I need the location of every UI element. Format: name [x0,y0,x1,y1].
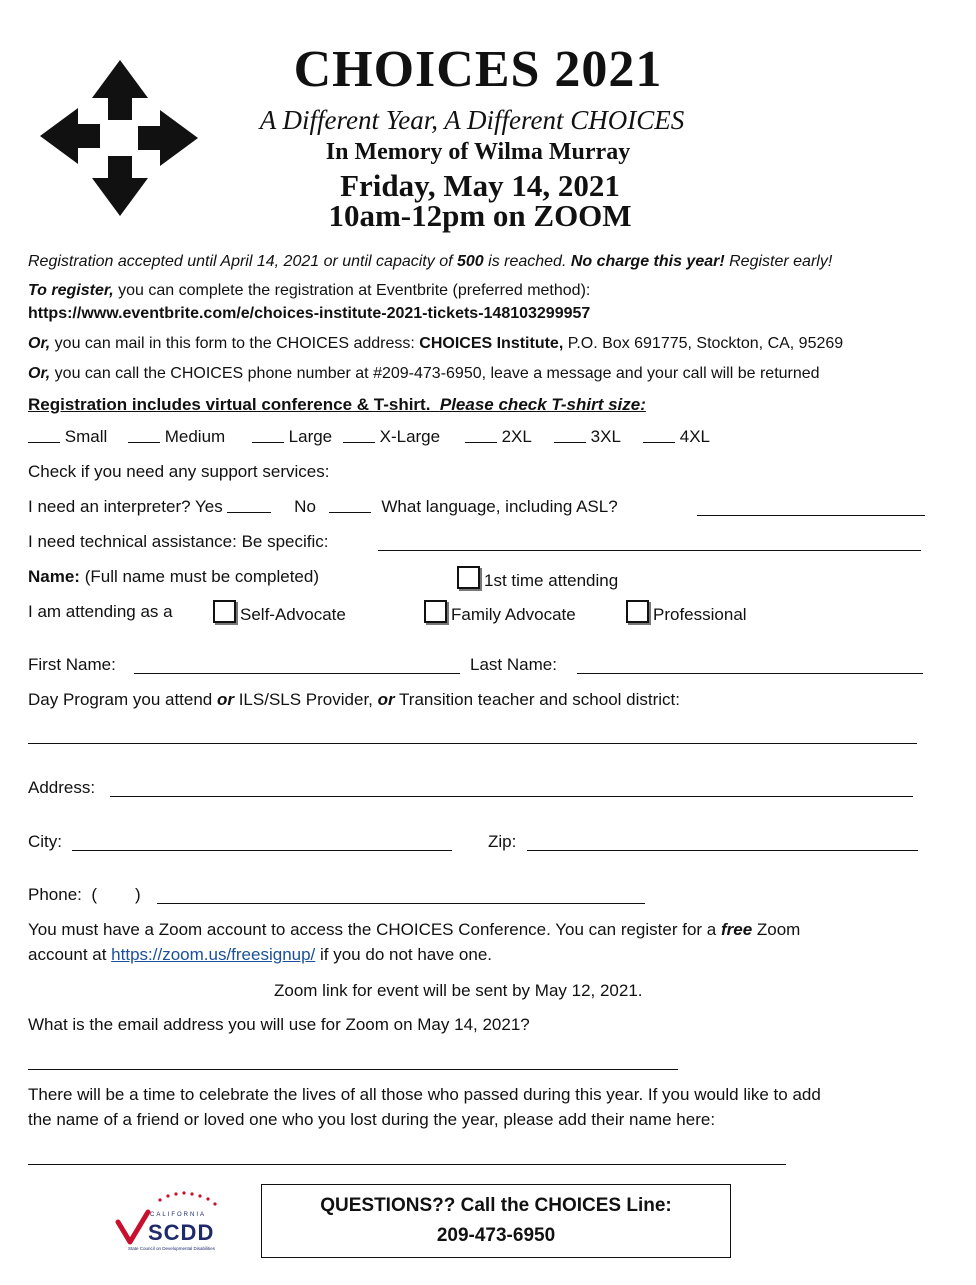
attending-as-label: I am attending as a [28,602,173,621]
call-instructions: Or, you can call the CHOICES phone number at #209-473-6950, leave a message and your call will be returned [28,365,820,382]
phone-field[interactable] [157,903,645,904]
interpreter-yes-field[interactable] [227,512,271,513]
page-title: CHOICES 2021 [293,41,663,98]
first-time-checkbox[interactable]: 1st time attending [457,566,618,591]
event-time: 10am-12pm on ZOOM [328,198,632,233]
event-date: Friday, May 14, 2021 [340,168,620,203]
memorial-text-line1: There will be a time to celebrate the lives of all those who passed during this year. If you would like to add [28,1085,821,1104]
family-advocate-checkbox[interactable]: Family Advocate [424,600,576,625]
zoom-requirement: You must have a Zoom account to access the CHOICES Conference. You can register for a free Zoom [28,920,801,939]
size-4xl-option[interactable]: 4XL [643,427,710,446]
size-xlarge-option[interactable]: X-Large [343,427,440,446]
address-field[interactable] [110,796,913,797]
last-name-field[interactable] [577,673,923,674]
zip-label: Zip: [488,832,517,851]
memorial-text-line2: the name of a friend or loved one who you lost during the year, please add their name here: [28,1110,716,1129]
registration-deadline: Registration accepted until April 14, 2021 or until capacity of 500 is reached. No charge this year! Register early! [28,253,833,270]
register-instructions: To register, you can complete the registration at Eventbrite (preferred method): [28,282,591,299]
tshirt-size-options [28,427,710,447]
interpreter-no-field[interactable] [329,512,371,513]
zoom-signup-line: account at https://zoom.us/freesignup/ if you do not have one. [28,945,493,964]
zoom-email-question: What is the email address you will use for Zoom on May 14, 2021? [28,1015,530,1034]
first-name-field[interactable] [134,673,460,674]
zoom-email-field[interactable] [28,1069,678,1070]
eventbrite-url[interactable]: https://www.eventbrite.com/e/choices-institute-2021-tickets-148103299957 [28,305,591,322]
page-subtitle: A Different Year, A Different CHOICES [259,105,685,135]
checkbox-icon [457,566,480,589]
checkbox-icon [424,600,447,623]
size-medium-option[interactable]: Medium [128,427,225,446]
scdd-logo-california: CALIFORNIA [150,1212,207,1218]
tech-assistance-label: I need technical assistance: Be specific: [28,532,329,551]
size-large-option[interactable]: Large [252,427,332,446]
interpreter-language-field[interactable] [697,515,925,516]
memorial-name-field[interactable] [28,1164,786,1165]
address-label: Address: [28,778,96,797]
first-name-label: First Name: [28,655,116,674]
scdd-logo-name: SCDD [148,1220,215,1245]
checkbox-icon [213,600,236,623]
mail-instructions: Or, you can mail in this form to the CHOICES address: CHOICES Institute, P.O. Box 691775, Stockton, CA, 95269 [28,335,844,352]
city-field[interactable] [72,850,452,851]
questions-text: QUESTIONS?? Call the CHOICES Line: [320,1195,672,1216]
city-label: City: [28,832,62,851]
zoom-link-notice: Zoom link for event will be sent by May 12, 2021. [274,981,643,1000]
program-field[interactable] [28,743,917,744]
scdd-logo-subtitle: State Council on Developmental Disabilities [128,1246,216,1251]
phone-label: Phone: ( ) [28,885,141,904]
support-heading: Check if you need any support services: [28,462,330,481]
memory-line: In Memory of Wilma Murray [325,139,631,165]
size-3xl-option[interactable]: 3XL [554,427,620,446]
self-advocate-checkbox[interactable]: Self-Advocate [213,600,346,625]
checkbox-icon [626,600,649,623]
name-label: Name: (Full name must be completed) [28,567,320,586]
size-2xl-option[interactable]: 2XL [465,427,531,446]
zip-field[interactable] [527,850,918,851]
size-small-option[interactable]: Small [28,427,107,446]
professional-checkbox[interactable]: Professional [626,600,747,625]
zoom-signup-link[interactable]: https://zoom.us/freesignup/ [111,945,316,964]
tech-assistance-field[interactable] [378,550,921,551]
interpreter-row: I need an interpreter? Yes No What language, including ASL? [28,497,618,516]
last-name-label: Last Name: [470,655,557,674]
program-label: Day Program you attend or ILS/SLS Provider, or Transition teacher and school district: [28,690,680,709]
questions-phone[interactable]: 209-473-6950 [436,1225,556,1246]
tshirt-heading: Registration includes virtual conference & T-shirt. Please check T-shirt size: [28,395,646,414]
